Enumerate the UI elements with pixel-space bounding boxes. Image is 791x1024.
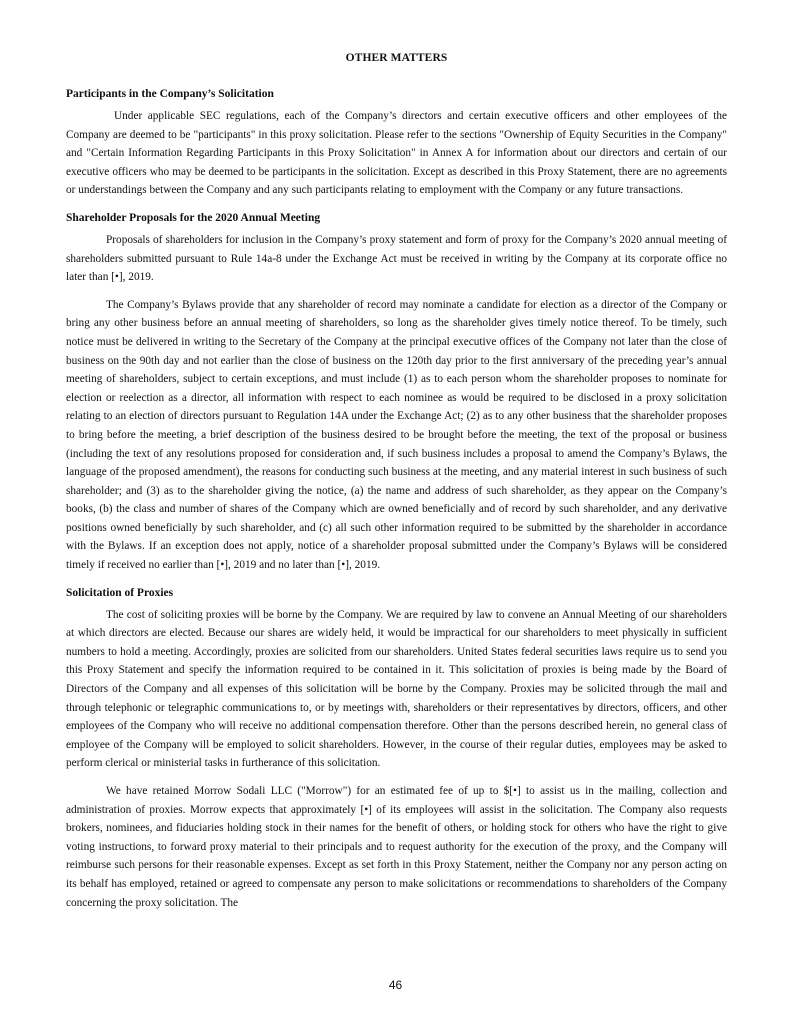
paragraph: Proposals of shareholders for inclusion in the Company’s proxy statement and form of proxy for the Company’s 2020 annual meeting of shareholders submitted pursuant to Rule 14a-8 under the Exchange Act must be received in writing by the Company at its corporate office no later than [•], 2019. [66, 233, 727, 284]
paragraph: We have retained Morrow Sodali LLC ("Morrow") for an estimated fee of up to $[•] to assist us in the mailing, collection and administration of proxies. Morrow expects that approximately [•] of its employees will assist in the solicitation. The Company also requests brokers, nominees, and fiduciaries holding stock in their names for the benefit of others, or holding stock for others who have the right to give voting instructions, to forward proxy material to their principals and to request authority for the execution of the proxy, and the Company will reimburse such persons for their reasonable expenses. Except as set forth in this Proxy Statement, neither the Company nor any person acting on its behalf has employed, retained or agreed to compensate any person to make solicitations or recommendations to shareholders of the Company concerning the proxy solicitation. The [66, 785, 727, 909]
section-heading: Solicitation of Proxies [66, 586, 174, 599]
document-page [66, 52, 727, 921]
section-shareholder-proposals [66, 209, 727, 575]
paragraph: The cost of soliciting proxies will be borne by the Company. We are required by law to convene an Annual Meeting of our shareholders at which directors are elected. Because our shares are widely held, it would be impractical for our shareholders to meet physically in sufficient numbers to hold a meeting. Accordingly, proxies are solicited from our shareholders. United States federal securities laws require us to send you this Proxy Statement and specify the information required to be contained in it. This solicitation of proxies is being made by the Board of Directors of the Company and all expenses of this solicitation will be borne by the Company. Proxies may be solicited through the mail and through telephonic or telegraphic communications to, or by meetings with, shareholders or their representatives by directors, officers, and other employees of the Company who will receive no additional compensation therefore. Other than the persons described herein, no general class of employee of the Company will be employed to solicit shareholders. However, in the course of their regular duties, employees may be asked to perform clerical or ministerial tasks in furtherance of this solicitation. [66, 608, 727, 770]
paragraph: The Company’s Bylaws provide that any shareholder of record may nominate a candidate for election as a director of the Company or bring any other business before an annual meeting of shareholders, so long as the shareholder gives timely notice thereof. To be timely, such notice must be delivered in writing to the Secretary of the Company at the principal executive offices of the Company not later than the close of business on the 90th day and not earlier than the close of business on the 120th day prior to the first anniversary of the preceding year’s annual meeting of shareholders, subject to certain exceptions, and must include (1) as to each person whom the shareholder proposes to nominate for election or reelection as a director, all information with respect to each nominee as would be required to be disclosed in a proxy solicitation relating to an election of directors pursuant to Regulation 14A under the Exchange Act; (2) as to any other business that the shareholder proposes to bring before the meeting, a brief description of the business desired to be brought before the meeting, the text of the proposal or business (including the text of any resolutions proposed for consideration and, if such business includes a proposal to amend the Company’s Bylaws, the language of the proposed amendment), the reasons for conducting such business at the meeting, and any material interest in such business of such shareholder; and (3) as to the shareholder giving the notice, (a) the name and address of such shareholder, as they appear on the Company’s books, (b) the class and number of shares of the Company which are owned beneficially and of record by such shareholder, and any derivative positions owned beneficially by such shareholder, and (c) all such other information required to be submitted by the shareholder in accordance with the Bylaws. If an exception does not apply, notice of a shareholder proposal submitted under the Company’s Bylaws will be considered timely if received no earlier than [•], 2019 and no later than [•], 2019. [66, 298, 727, 572]
section-participants [66, 85, 727, 200]
paragraph: Under applicable SEC regulations, each of the Company’s directors and certain executive officers and other employees of the Company are deemed to be "participants" in this proxy solicitation. Please refer to the sections "Ownership of Equity Securities in the Company" and "Certain Information Regarding Participants in this Proxy Solicitation" in Annex A for information about our directors and certain of our executive officers who may be deemed to be participants in the solicitation. Except as described in this Proxy Statement, there are no agreements or understandings between the Company and any such participants relating to employment with the Company or any future transactions. [66, 110, 727, 197]
page-title: OTHER MATTERS [345, 52, 448, 64]
section-heading: Shareholder Proposals for the 2020 Annual Meeting [66, 211, 321, 224]
section-solicitation-of-proxies [66, 584, 727, 913]
section-heading: Participants in the Company’s Solicitation [66, 88, 274, 100]
page-number: 46 [388, 978, 403, 992]
